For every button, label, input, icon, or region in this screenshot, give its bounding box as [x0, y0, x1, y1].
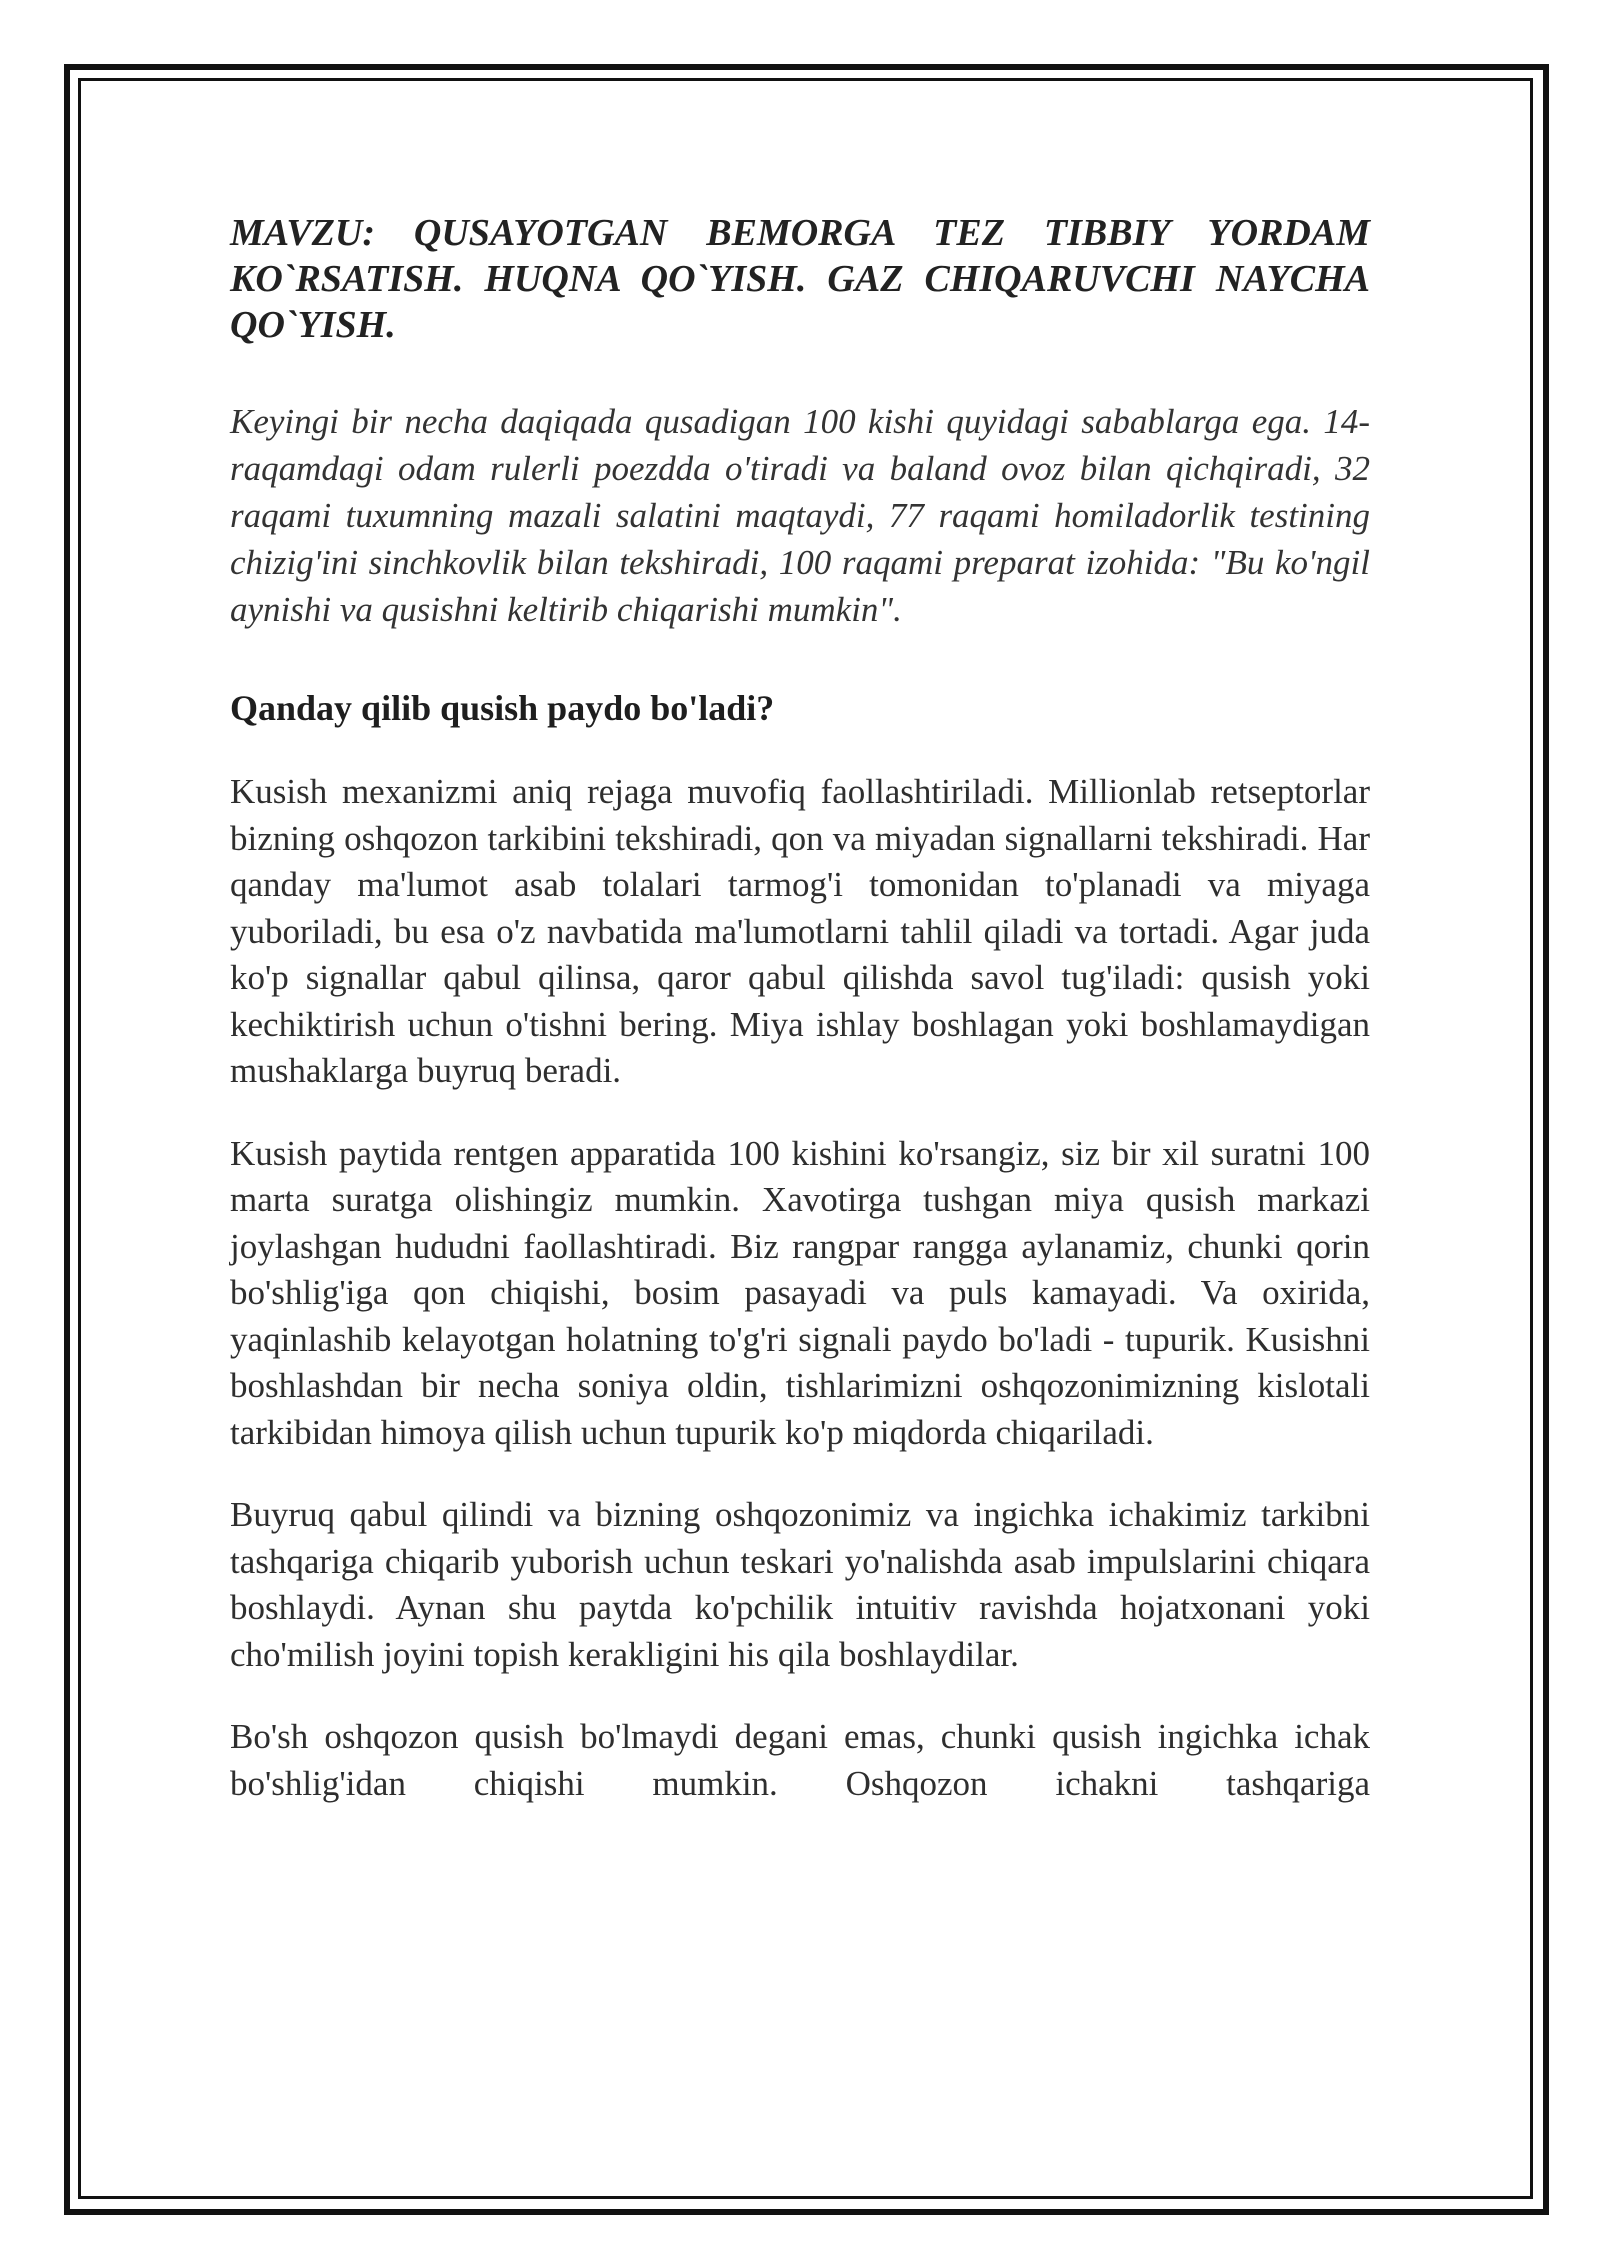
section-heading: Qanday qilib qusish paydo bo'ladi? — [230, 688, 775, 728]
document-body — [230, 210, 1370, 1807]
body-paragraph-3: Buyruq qabul qilindi va bizning oshqozonimiz va ingichka ichakimiz tarkibni tashqariga chiqarib yuborish uchun teskari yo'nalishda asab impulslarini chiqara boshlaydi. Aynan shu paytda ko'pchilik intuitiv ravishda hojatxonani yoki cho'milish joyini topish kerakligini his qila boshlaydilar. — [230, 1495, 1370, 1674]
intro-paragraph: Keyingi bir necha daqiqada qusadigan 100 kishi quyidagi sabablarga ega. 14-raqamdagi odam rulerli poezdda o'tiradi va baland ovoz bilan qichqiradi, 32 raqami tuxumning mazali salatini maqtaydi, 77 raqami homiladorlik testining chizig'ini sinchkovlik bilan tekshiradi, 100 raqami preparat izohida: "Bu ko'ngil aynishi va qusishni keltirib chiqarishi mumkin". — [230, 402, 1370, 629]
body-paragraph-1: Kusish mexanizmi aniq rejaga muvofiq faollashtiriladi. Millionlab retseptorlar bizning oshqozon tarkibini tekshiradi, qon va miyadan signallarni tekshiradi. Har qanday ma'lumot asab tolalari tarmog'i tomonidan to'planadi va miyaga yuboriladi, bu esa o'z navbatida ma'lumotlarni tahlil qiladi va tortadi. Agar juda ko'p signallar qabul qilinsa, qaror qabul qilishda savol tug'iladi: qusish yoki kechiktirish uchun o'tishni bering. Miya ishlay boshlagan yoki boshlamaydigan mushaklarga buyruq beradi. — [230, 772, 1370, 1090]
document-title: MAVZU: QUSAYOTGAN BEMORGA TEZ TIBBIY YORDAM KO`RSATISH. HUQNA QO`YISH. GAZ CHIQARUVCHI NAYCHA QO`YISH. — [230, 212, 1370, 346]
body-paragraph-4: Bo'sh oshqozon qusish bo'lmaydi degani emas, chunki qusish ingichka ichak bo'shlig'idan chiqishi mumkin. Oshqozon ichakni tashqariga — [230, 1717, 1370, 1803]
body-paragraph-2: Kusish paytida rentgen apparatida 100 kishini ko'rsangiz, siz bir xil suratni 100 marta suratga olishingiz mumkin. Xavotirga tushgan miya qusish markazi joylashgan hududni faollashtiradi. Biz rangpar rangga aylanamiz, chunki qorin bo'shlig'iga qon chiqishi, bosim pasayadi va puls kamayadi. Va oxirida, yaqinlashib kelayotgan holatning to'g'ri signali paydo bo'ladi - tupurik. Kusishni boshlashdan bir necha soniya oldin, tishlarimizni oshqozonimizning kislotali tarkibidan himoya qilish uchun tupurik ko'p miqdorda chiqariladi. — [230, 1133, 1370, 1452]
